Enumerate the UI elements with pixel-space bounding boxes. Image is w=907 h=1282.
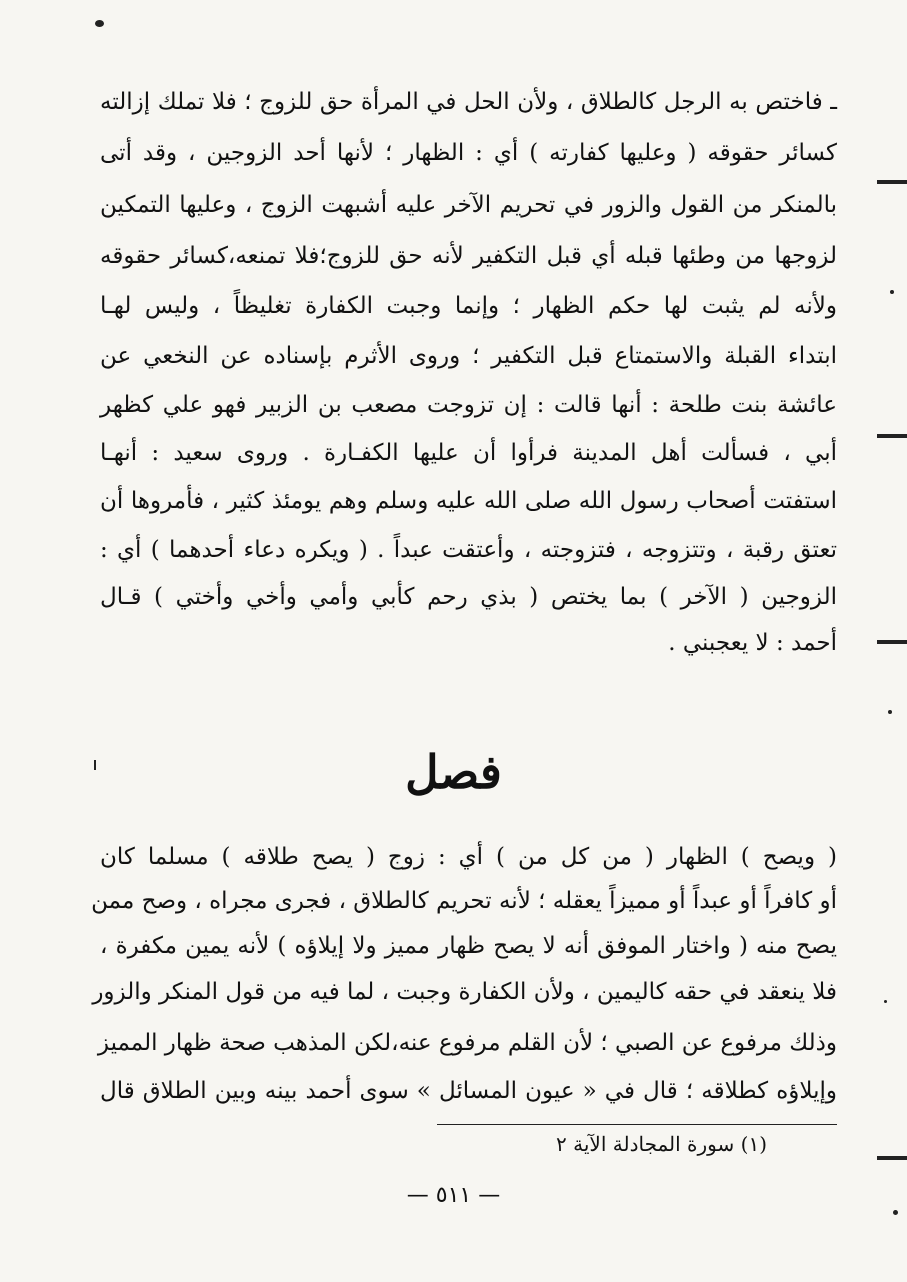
text-line: يصح منه ( واختار الموفق أنه لا يصح ظهار مميز ولا إيلاؤه ) لأنه يمين مكفرة ،: [100, 933, 837, 959]
footnote: (١) سورة المجادلة الآية ٢: [556, 1132, 767, 1156]
scan-speck: [94, 760, 96, 770]
section-heading: فصل: [405, 745, 502, 799]
text-line: ابتداء القبلة والاستمتاع قبل التكفير ؛ وروى الأثرم بإسناده عن النخعي عن: [100, 343, 837, 369]
text-line: وإيلاؤه كطلاقه ؛ قال في « عيون المسائل » سوى أحمد بينه وبين الطلاق قال: [100, 1078, 837, 1104]
text-line: أبي ، فسألت أهل المدينة فرأوا أن عليها الكفـارة . وروى سعيد : أنهـا: [100, 440, 837, 466]
scan-speck: [893, 1210, 898, 1215]
text-line: بالمنكر من القول والزور في تحريم الآخر عليه أشبهت الزوج ، وعليها التمكين: [100, 192, 837, 218]
scan-mark: [877, 1156, 907, 1160]
text-line: استفتت أصحاب رسول الله صلى الله عليه وسلم وهم يومئذ كثير ، فأمروها أن: [100, 488, 837, 514]
text-line: عائشة بنت طلحة : أنها قالت : إن تزوجت مصعب بن الزبير فهو علي كظهر: [100, 392, 837, 418]
scan-mark: [877, 180, 907, 184]
text-line: وذلك مرفوع عن الصبي ؛ لأن القلم مرفوع عنه،لكن المذهب صحة ظهار المميز: [97, 1030, 837, 1056]
text-line: ـ فاختص به الرجل كالطلاق ، ولأن الحل في المرأة حق للزوج ؛ فلا تملك إزالته: [100, 89, 837, 115]
text-line: ولأنه لم يثبت لها حكم الظهار ؛ وإنما وجبت الكفارة تغليظاً ، وليس لهـا: [100, 293, 837, 319]
page-number: — ٥١١ —: [406, 1183, 501, 1208]
text-line: تعتق رقبة ، وتتزوجه ، فتزوجته ، وأعتقت عبداً . ( ويكره دعاء أحدهما ) أي :: [100, 537, 837, 563]
footnote-divider: [437, 1124, 837, 1125]
text-line: كسائر حقوقه ( وعليها كفارته ) أي : الظهار ؛ لأنها أحد الزوجين ، وقد أتى: [100, 140, 837, 166]
scan-speck: [888, 710, 892, 714]
text-line: فلا ينعقد في حقه كاليمين ، ولأن الكفارة وجبت ، لما فيه من قول المنكر والزور: [92, 979, 837, 1005]
scan-mark: [877, 640, 907, 644]
scan-speck: [884, 1000, 887, 1003]
text-line: ( ويصح ) الظهار ( من كل من ) أي : زوج ( يصح طلاقه ) مسلما كان: [100, 844, 837, 870]
text-line: أو كافراً أو عبداً أو مميزاً يعقله ؛ لأنه تحريم كالطلاق ، فجرى مجراه ، وصح ممن: [91, 888, 837, 914]
scan-speck: [890, 290, 894, 294]
scan-mark: [877, 434, 907, 438]
text-line: أحمد : لا يعجبني .: [668, 630, 837, 656]
text-line: الزوجين ( الآخر ) بما يختص ( بذي رحم كأبي وأمي وأخي وأختي ) قـال: [100, 584, 837, 610]
text-line: لزوجها من وطئها قبله أي قبل التكفير لأنه حق للزوج؛فلا تمنعه،كسائر حقوقه: [100, 243, 837, 269]
scan-speck: [95, 20, 104, 27]
